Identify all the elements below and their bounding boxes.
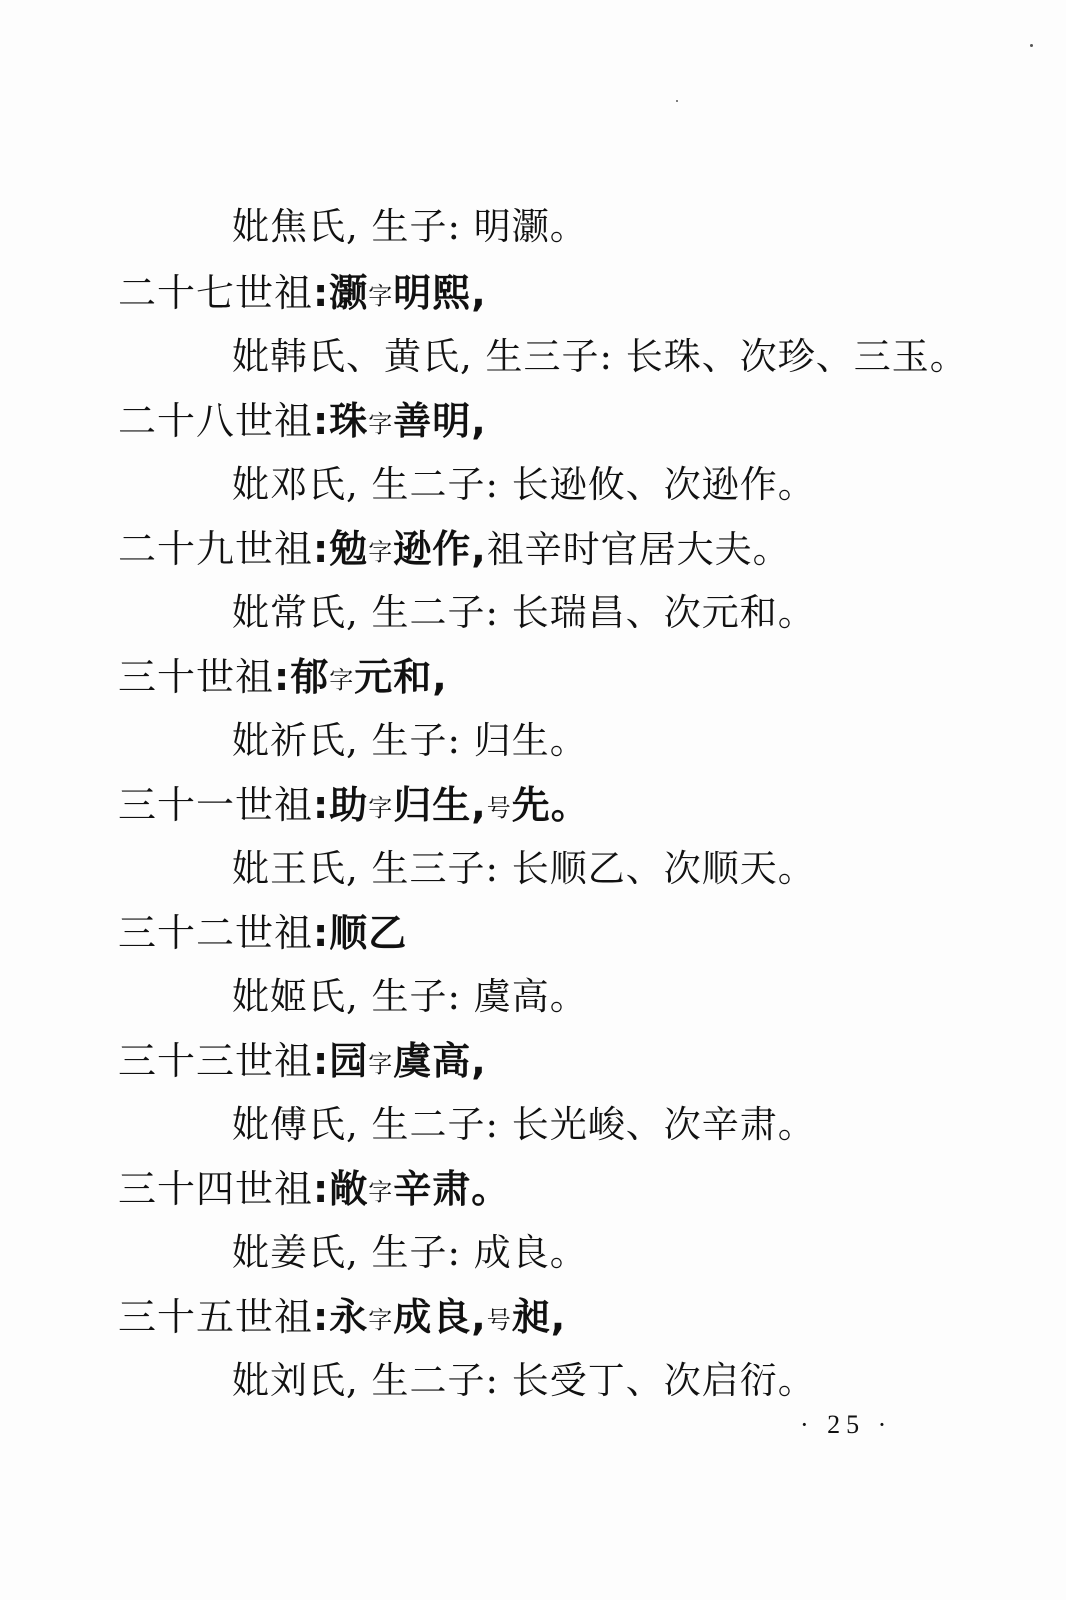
punctuation: 。	[550, 783, 590, 827]
scan-speck	[1030, 44, 1033, 47]
colon: :	[313, 271, 330, 315]
ancestor-name: 园	[329, 1039, 369, 1083]
generation-line	[118, 1039, 487, 1083]
generation-line	[118, 527, 791, 571]
ancestor-name: 敞	[329, 1167, 369, 1211]
colon: :	[313, 1167, 330, 1211]
zi-label: 字	[368, 282, 394, 310]
spouse-line: 妣姬氏, 生子: 虞高。	[232, 975, 588, 1018]
ancestor-name: 勉	[329, 527, 369, 571]
zi-label: 字	[368, 538, 394, 566]
ancestor-name: 珠	[329, 399, 369, 443]
punctuation: ,	[471, 1295, 487, 1339]
zi-label: 字	[368, 1178, 394, 1206]
courtesy-name: 归生	[393, 783, 472, 827]
zi-label: 字	[368, 1050, 394, 1078]
colon: :	[313, 1039, 330, 1083]
courtesy-name: 逊作	[393, 527, 472, 571]
ancestor-name: 助	[329, 783, 369, 827]
generation-title: 二十八世祖	[118, 399, 314, 443]
colon: :	[313, 1295, 330, 1339]
art-name: 先	[511, 783, 551, 827]
spouse-line: 妣王氏, 生三子: 长顺乙、次顺天。	[232, 847, 816, 890]
colon: :	[313, 399, 330, 443]
colon: :	[274, 655, 291, 699]
generation-line	[118, 1295, 567, 1339]
spouse-line: 妣祈氏, 生子: 归生。	[232, 719, 588, 762]
hao-label: 号	[486, 1306, 512, 1334]
punctuation: ,	[471, 271, 487, 315]
zi-label: 字	[329, 666, 355, 694]
generation-line	[118, 1167, 511, 1211]
generation-title: 三十三世祖	[118, 1039, 314, 1083]
generation-title: 二十九世祖	[118, 527, 314, 571]
generation-title: 二十七世祖	[118, 271, 314, 315]
punctuation: ,	[471, 1039, 487, 1083]
punctuation: ,	[550, 1295, 567, 1339]
generation-title: 三十一世祖	[118, 783, 314, 827]
spouse-line: 妣焦氏, 生子: 明灏。	[232, 205, 588, 248]
colon: :	[313, 911, 330, 955]
spouse-line: 妣傅氏, 生二子: 长光峻、次辛肃。	[232, 1103, 816, 1146]
punctuation: ,	[471, 527, 487, 571]
spouse-line: 妣韩氏、黄氏, 生三子: 长珠、次珍、三玉。	[232, 335, 968, 378]
art-name: 昶	[511, 1295, 551, 1339]
punctuation: ,	[432, 655, 448, 699]
spouse-line: 妣刘氏, 生二子: 长受丁、次启衍。	[232, 1359, 816, 1402]
colon: :	[313, 783, 330, 827]
generation-line	[118, 783, 590, 827]
punctuation: ,	[471, 783, 487, 827]
courtesy-name: 虞高	[393, 1039, 472, 1083]
generation-line	[118, 911, 408, 955]
spouse-line: 妣常氏, 生二子: 长瑞昌、次元和。	[232, 591, 816, 634]
generation-line	[118, 271, 487, 315]
courtesy-name: 成良	[393, 1295, 472, 1339]
zi-label: 字	[368, 1306, 394, 1334]
courtesy-name: 元和	[354, 655, 433, 699]
courtesy-name: 明熙	[393, 271, 472, 315]
zi-label: 字	[368, 410, 394, 438]
colon: :	[313, 527, 330, 571]
generation-title: 三十五世祖	[118, 1295, 314, 1339]
note-text: 祖辛时官居大夫。	[486, 528, 791, 571]
courtesy-name: 善明	[393, 399, 472, 443]
generation-title: 三十世祖	[118, 655, 275, 699]
generation-title: 三十二世祖	[118, 911, 314, 955]
spouse-line: 妣姜氏, 生子: 成良。	[232, 1231, 588, 1274]
generation-line	[118, 655, 448, 699]
spouse-line: 妣邓氏, 生二子: 长逊攸、次逊作。	[232, 463, 816, 506]
punctuation: 。	[471, 1167, 511, 1211]
ancestor-name: 灏	[329, 271, 369, 315]
page-number: · 25 ·	[800, 1410, 893, 1439]
ancestor-name: 郁	[290, 655, 330, 699]
ancestor-name: 永	[329, 1295, 369, 1339]
zi-label: 字	[368, 794, 394, 822]
punctuation: ,	[471, 399, 487, 443]
scan-speck	[676, 100, 678, 102]
ancestor-name: 顺乙	[329, 911, 408, 955]
generation-line	[118, 399, 487, 443]
hao-label: 号	[486, 794, 512, 822]
courtesy-name: 辛肃	[393, 1167, 472, 1211]
generation-title: 三十四世祖	[118, 1167, 314, 1211]
